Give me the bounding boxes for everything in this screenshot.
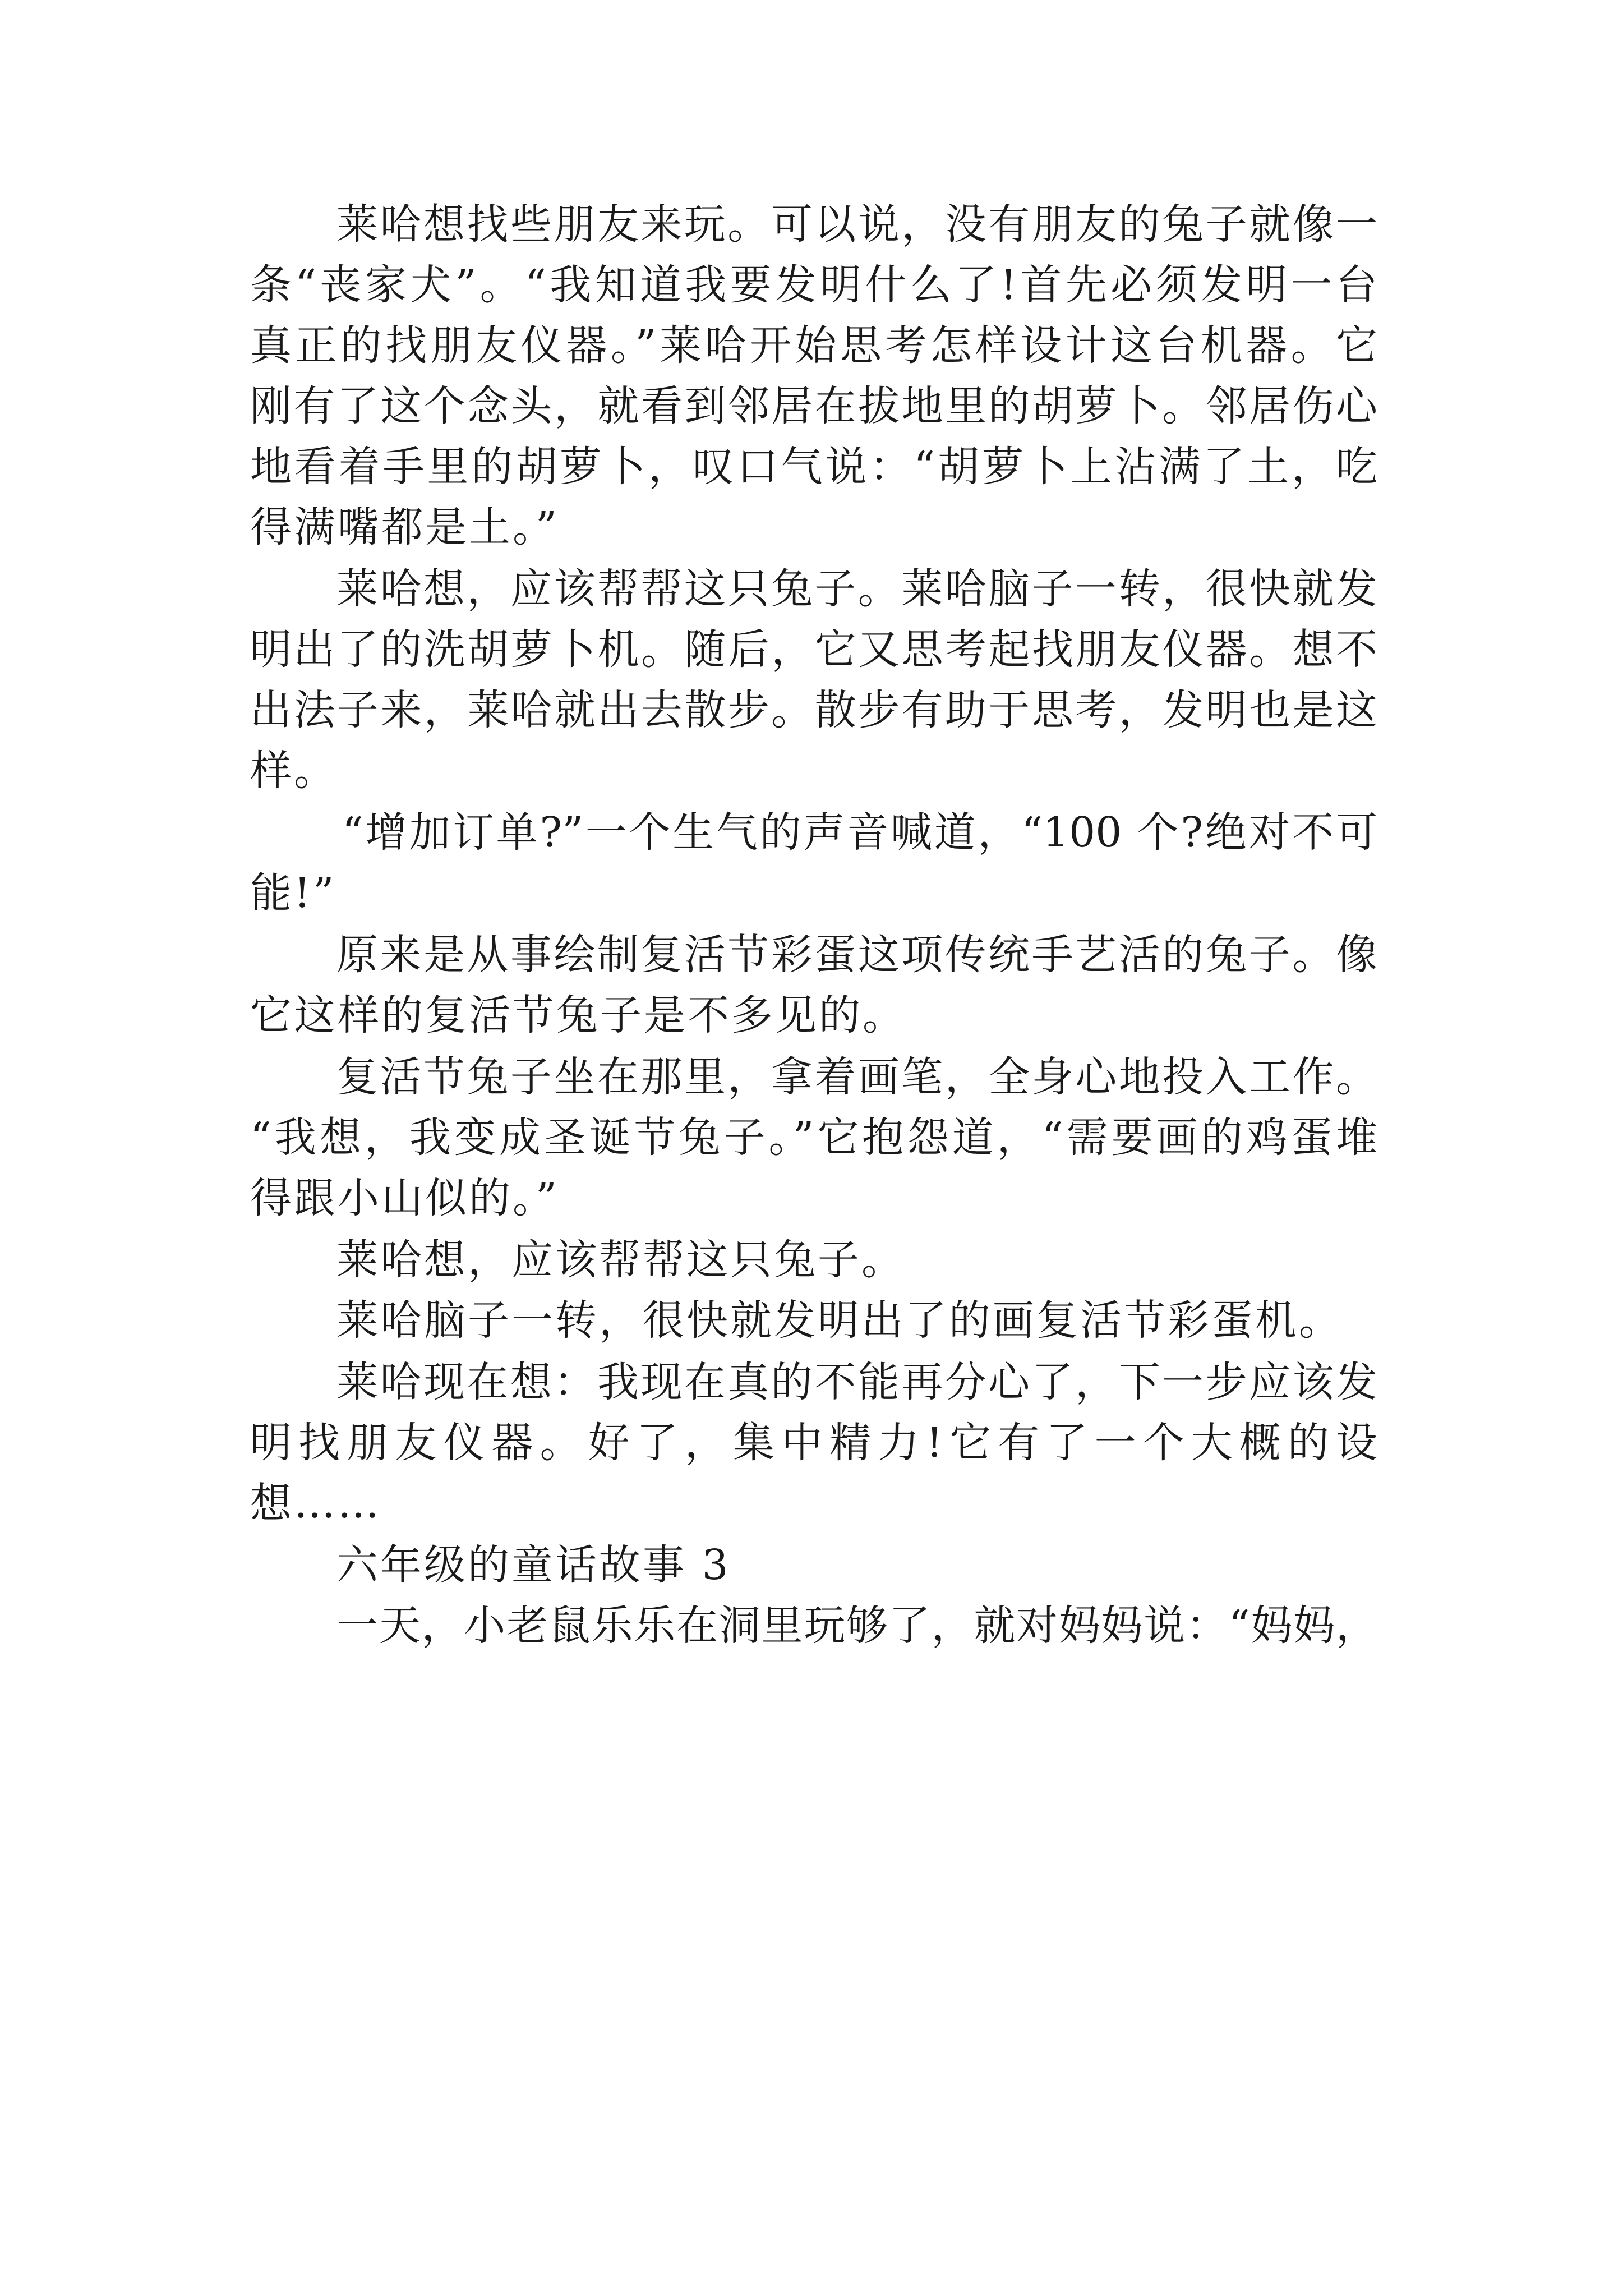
text-line: 明出了的洗胡萝卜机。随后，它又思考起找朋友仪器。想不	[250, 625, 1377, 674]
section-heading: 六年级的童话故事 3	[336, 1541, 731, 1589]
text-line: “增加订单?”一个生气的声音喊道，“100 个?绝对不可	[342, 808, 1377, 857]
text-line: 复活节兔子坐在那里，拿着画笔，全身心地投入工作。	[336, 1053, 1377, 1101]
text-line: 原来是从事绘制复活节彩蛋这项传统手艺活的兔子。像	[336, 931, 1377, 979]
text-line: 莱哈脑子一转，很快就发明出了的画复活节彩蛋机。	[336, 1296, 1343, 1345]
text-line: 一天，小老鼠乐乐在洞里玩够了，就对妈妈说：“妈妈，	[336, 1602, 1377, 1650]
text-line: 真正的找朋友仪器。”莱哈开始思考怎样设计这台机器。它	[250, 321, 1377, 370]
text-line: 想……	[250, 1479, 381, 1527]
text-line: 条“丧家犬”。“我知道我要发明什么了!首先必须发明一台	[250, 261, 1377, 309]
text-line: 得满嘴都是土。”	[250, 503, 559, 551]
text-line: 地看着手里的胡萝卜，叹口气说：“胡萝卜上沾满了土，吃	[250, 443, 1377, 491]
text-line: 莱哈想找些朋友来玩。可以说，没有朋友的兔子就像一	[336, 200, 1377, 249]
text-line: 得跟小山似的。”	[250, 1174, 559, 1222]
text-line: 莱哈现在想：我现在真的不能再分心了，下一步应该发	[336, 1358, 1377, 1406]
text-line: 出法子来，莱哈就出去散步。散步有助于思考，发明也是这	[250, 686, 1377, 734]
text-line: 明找朋友仪器。好了，集中精力!它有了一个大概的设	[250, 1419, 1377, 1467]
text-line: 刚有了这个念头，就看到邻居在拔地里的胡萝卜。邻居伤心	[250, 382, 1377, 430]
text-line: 莱哈想，应该帮帮这只兔子。莱哈脑子一转，很快就发	[336, 565, 1377, 613]
text-line: 它这样的复活节兔子是不多见的。	[250, 991, 906, 1039]
text-line: 能!”	[250, 869, 336, 917]
text-line: 莱哈想，应该帮帮这只兔子。	[336, 1236, 905, 1284]
text-line: 样。	[250, 747, 338, 795]
text-line: “我想，我变成圣诞节兔子。”它抱怨道，“需要画的鸡蛋堆	[250, 1114, 1377, 1162]
